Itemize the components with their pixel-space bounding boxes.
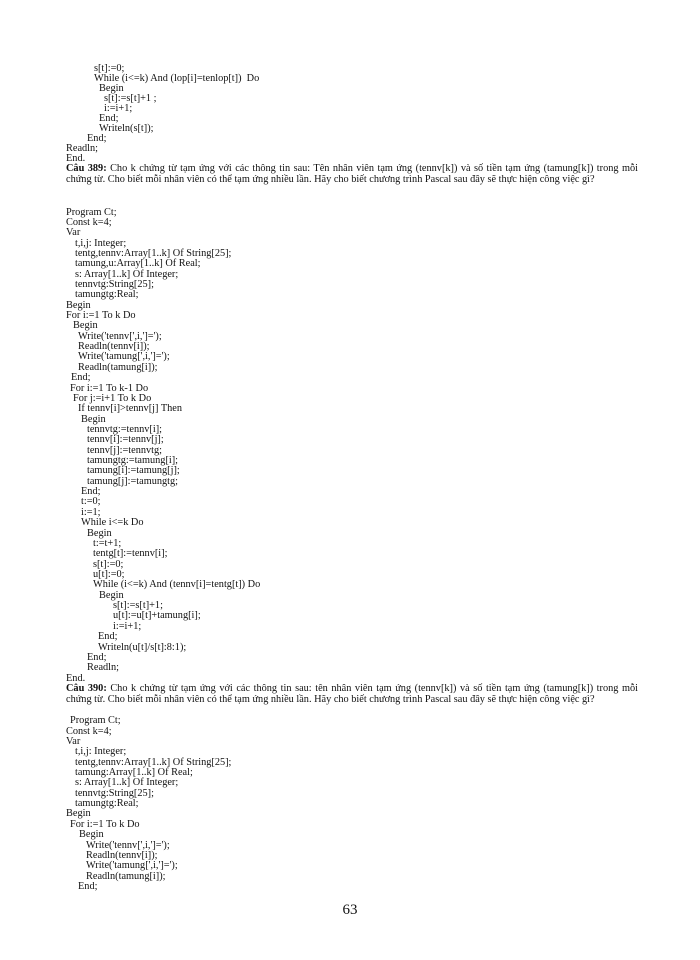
code-line: For i:=1 To k Do (66, 310, 136, 321)
question-label: Câu 389: (66, 163, 107, 174)
code-line: For i:=1 To k-1 Do (70, 383, 149, 394)
code-line: Begin (79, 829, 104, 840)
code-line: Program Ct; (70, 715, 121, 726)
page-number: 63 (342, 902, 358, 918)
code-line: s[t]:=0; (94, 63, 125, 74)
code-line: If tennv[i]>tennv[j] Then (78, 403, 182, 414)
code-line: Write('tennv[',i,']='); (78, 331, 162, 342)
code-line: While i<=k Do (81, 517, 144, 528)
code-line: Readln(tennv[i]); (86, 850, 158, 861)
code-line: tamungtg:=tamung[i]; (87, 455, 179, 466)
code-line: Writeln(s[t]); (99, 123, 154, 134)
code-line: tamungtg:Real; (75, 798, 139, 809)
question-390 (66, 684, 638, 705)
code-line: End. (66, 153, 86, 164)
code-line: While (i<=k) And (tennv[i]=tentg[t]) Do (93, 579, 261, 590)
code-line: tamung[j]:=tamungtg; (87, 476, 179, 487)
code-line: tentg,tennv:Array[1..k] Of String[25]; (75, 757, 232, 768)
code-line: Readln; (87, 662, 120, 673)
code-line: tamungtg:Real; (75, 289, 139, 300)
code-line: tamung:Array[1..k] Of Real; (75, 767, 193, 778)
code-line: i:=i+1; (113, 621, 142, 632)
code-line: u[t]:=u[t]+tamung[i]; (113, 610, 201, 621)
code-line: Write('tamung[',i,']='); (86, 860, 178, 871)
code-line: i:=i+1; (104, 103, 133, 114)
code-line: End; (99, 113, 119, 124)
code-line: Const k=4; (66, 217, 112, 228)
code-line: tamung[i]:=tamung[j]; (87, 465, 180, 476)
question-389 (66, 164, 638, 185)
code-line: tentg[t]:=tennv[i]; (93, 548, 168, 559)
code-line: s[t]:=s[t]+1 ; (104, 93, 157, 104)
code-line: s[t]:=0; (93, 559, 124, 570)
code-line: End; (78, 881, 98, 892)
code-line: End; (81, 486, 101, 497)
code-line: t,i,j: Integer; (75, 746, 127, 757)
code-line: Readln(tamung[i]); (78, 362, 158, 373)
code-line: Write('tennv[',i,']='); (86, 840, 170, 851)
code-line: Readln(tamung[i]); (86, 871, 166, 882)
code-line: tennv[i]:=tennv[j]; (87, 434, 164, 445)
code-line: Const k=4; (66, 726, 112, 737)
question-text: Cho k chứng từ tạm ứng với các thông tin sau: Tên nhân viên tạm ứng (tennv[k]) và số tiền tạm ứng (tamung[k]) trong mỗi chứng từ. Cho biết mỗi nhân viên có thể tạm ứng nhiều lần. Hãy cho biết chương trình Pascal sau đây sẽ thực hiện công việc gì? (66, 163, 638, 185)
code-line: Write('tamung[',i,']='); (78, 351, 170, 362)
code-line: While (i<=k) And (lop[i]=tenlop[t]) Do (94, 73, 260, 84)
code-line: For j:=i+1 To k Do (73, 393, 152, 404)
code-line: For i:=1 To k Do (70, 819, 140, 830)
code-line: Readln(tennv[i]); (78, 341, 150, 352)
code-line: Var (66, 736, 81, 747)
code-line: End; (87, 652, 107, 663)
code-line: End. (66, 673, 86, 684)
code-line: tennvtg:String[25]; (75, 788, 154, 799)
code-line: Begin (81, 414, 106, 425)
code-line: u[t]:=0; (93, 569, 125, 580)
code-line: i:=1; (81, 507, 101, 518)
code-line: Var (66, 227, 81, 238)
code-line: t:=t+1; (93, 538, 122, 549)
code-line: tennvtg:String[25]; (75, 279, 154, 290)
code-line: End; (71, 372, 91, 383)
code-line: Begin (73, 320, 98, 331)
code-line: Begin (66, 808, 91, 819)
code-line: Readln; (66, 143, 99, 154)
code-line: t:=0; (81, 496, 101, 507)
code-line: Begin (66, 300, 91, 311)
code-line: End; (98, 631, 118, 642)
code-line: s: Array[1..k] Of Integer; (75, 777, 179, 788)
code-line: s: Array[1..k] Of Integer; (75, 269, 179, 280)
code-line: s[t]:=s[t]+1; (113, 600, 163, 611)
code-line: tamung,u:Array[1..k] Of Real; (75, 258, 201, 269)
code-line: tennv[j]:=tennvtg; (87, 445, 163, 456)
code-line: Begin (99, 590, 124, 601)
code-line: Begin (99, 83, 124, 94)
code-line: tennvtg:=tennv[i]; (87, 424, 163, 435)
question-text: Cho k chứng từ tạm ứng với các thông tin sau: tên nhân viên tạm ứng (tennv[k]) và số tiền tạm ứng (tamung[k]) trong mỗi chứng từ. Cho biết mỗi nhân viên có thể tạm ứng nhiều lần. Hãy cho biết chương trình Pascal sau đây sẽ thực hiện công việc gì? (66, 683, 638, 705)
question-label: Câu 390: (66, 683, 107, 694)
code-line: Program Ct; (66, 207, 117, 218)
code-line: End; (87, 133, 107, 144)
code-line: Writeln(u[t]/s[t]:8:1); (98, 642, 187, 653)
code-line: t,i,j: Integer; (75, 238, 127, 249)
code-line: Begin (87, 528, 112, 539)
code-line: tentg,tennv:Array[1..k] Of String[25]; (75, 248, 232, 259)
